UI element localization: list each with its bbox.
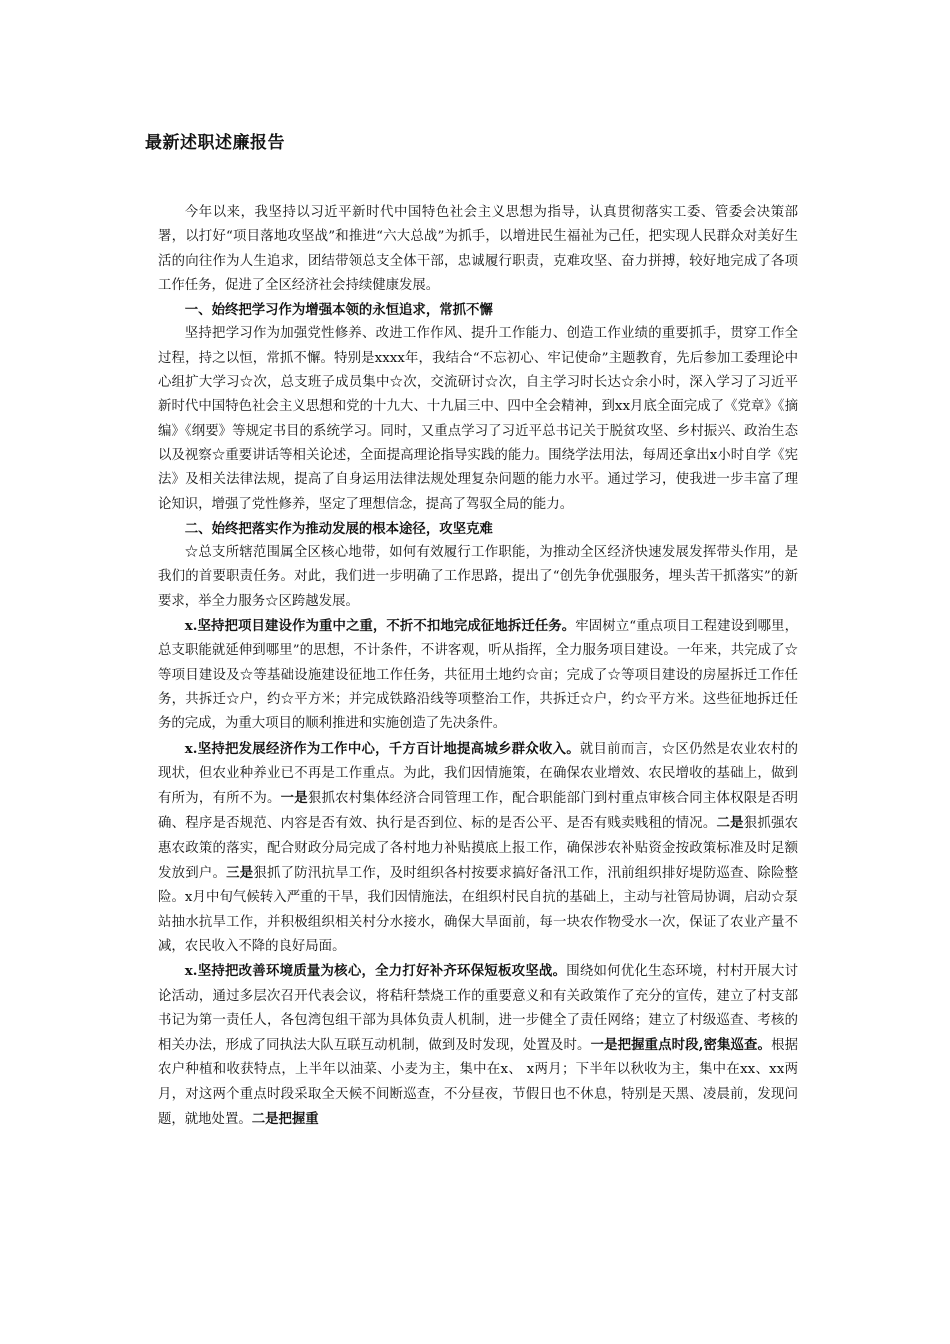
item-3-paragraph [158,959,798,1132]
item-3-lead: x.坚持把改善环境质量为核心，全力打好补齐环保短板攻坚战。 [184,963,567,980]
document-title: 最新述职述廉报告 [145,133,285,153]
section-1-paragraph: 坚持把学习作为加强党性修养、改进工作作风、提升工作能力、创造工作业绩的重要抓手，贯穿工作全过程，持之以恒，常抓不懈。特别是xxxx年，我结合“不忘初心、牢记使命”主题教育，先后参加工委理论中心组扩大学习☆次，总支班子成员集中☆次，交流研讨☆次，自主学习时长达☆余小时，深入学习了习近平新时代中国特色社会主义思想和党的十九大、十九届三中、四中全会精神，到xx月底全面完成了《党章》《摘编》《纲要》等规定书目的系统学习。同时，又重点学习了习近平总书记关于脱贫攻坚、乡村振兴、政治生态以及视察☆重要讲话等相关论述，全面提高理论指导实践的能力。围绕学法用法，每周还拿出x小时自学《宪法》及相关法律法规，提高了自身运用法律法规处理复杂问题的能力水平。通过学习，使我进一步丰富了理论知识，增强了党性修养，坚定了理想信念，提高了驾驭全局的能力。 [158,326,798,512]
item-3-text-a: 围绕如何优化生态环境，村村开展大讨论活动，通过多层次召开代表会议，将秸秆禁烧工作的重要意义和有关政策作了充分的宣传，建立了村支部书记为第一责任人，各包湾包组干部为具体负责人机制，进一步健全了责任网络；建立了村级巡查、考核的相关办法，形成了同执法大队互联互动机制，做到及时发现，处置及时。 [158,964,798,1054]
section-2-heading: 二、始终把落实作为推动发展的根本途径，攻坚克难 [184,520,493,537]
item-2-text-d: 狠抓了防汛抗旱工作，及时组织各村按要求搞好备汛工作，汛前组织排好堤防巡查、除险整险。x月中旬气候转入严重的干旱，我们因情施法，在组织村民自抗的基础上，主动与社管局协调，启动☆泵站抽水抗旱工作，并积极组织相关村分水接水，确保大旱面前，每一块农作物受水一次，保证了农业产量不减，农民收入不降的良好局面。 [158,866,799,954]
item-2-text-c: 狠抓强农惠农政策的落实，配合财政分局完成了各村地力补贴摸底上报工作，确保涉农补贴资金按政策标准及时足额发放到户。 [158,816,799,882]
intro-paragraph: 今年以来，我坚持以习近平新时代中国特色社会主义思想为指导，认真贯彻落实工委、管委会决策部署，以打好“项目落地攻坚战”和推进“六大总战”为抓手，以增进民生福祉为己任，把实现人民群众对美好生活的向往作为人生追求，团结带领总支全体干部，忠诚履行职责，克难攻坚、奋力拼搏，较好地完成了各项工作任务，促进了全区经济社会持续健康发展。 [158,205,798,293]
item-3-key-b: 二是把握重 [251,1110,319,1127]
item-1-text: 牢固树立“重点项目工程建设到哪里，总支职能就延伸到哪里”的思想，不计条件，不讲客观，听从指挥，全力服务项目建设。一年来，共完成了☆等项目建设及☆等基础设施建设征地工作任务，共征用土地约☆亩；完成了☆等项目建设的房屋拆迁工作任务，共拆迁☆户，约☆平方米；并完成铁路沿线等项整治工作，共拆迁☆户，约☆平方米。这些征地拆迁任务的完成，为重大项目的顺利推进和实施创造了先决条件。 [158,619,798,732]
item-2-key-c: 三是 [226,865,254,882]
section-2-paragraph: ☆总支所辖范围属全区核心地带，如何有效履行工作职能，为推动全区经济快速发展发挥带头作用，是我们的首要职责任务。对此，我们进一步明确了工作思路，提出了“创先争优强服务，埋头苦干抓落实”的新要求，举全力服务☆区跨越发展。 [158,545,798,609]
item-2-paragraph [158,737,798,960]
item-1-lead: x.坚持把项目建设作为重中之重，不折不扣地完成征地拆迁任务。 [184,618,576,635]
item-2-key-b: 二是 [716,815,744,832]
item-3-key-a: 一是把握重点时段,密集巡查。 [590,1037,772,1054]
item-1-paragraph [158,614,798,736]
item-2-text-a: 就目前而言，☆区仍然是农业农村的现状，但农业种养业已不再是工作重点。为此，我们因情施策，在确保农业增效、农民增收的基础上，做到有所为，有所不为。 [158,741,798,807]
item-2-lead: x.坚持把发展经济作为工作中心，千方百计地提高城乡群众收入。 [184,740,580,757]
item-2-key-a: 一是 [280,790,308,807]
item-3-text-b: 根据农户种植和收获特点，上半年以油菜、小麦为主，集中在x、 x两月；下半年以秋收为主，集中在xx、xx两月，对这两个重点时段采取全天候不间断巡查，不分昼夜，节假日也不休息，特别是天黑、凌晨前，发现问题，就地处置。 [158,1038,799,1127]
document-body [158,201,798,1132]
section-1-heading: 一、始终把学习作为增强本领的永恒追求，常抓不懈 [184,302,493,319]
item-2-text-b: 狠抓农村集体经济合同管理工作，配合职能部门到村重点审核合同主体权限是否明确、程序是否规范、内容是否有效、执行是否到位、标的是否公平、是否有贱卖贱租的情况。 [158,791,799,832]
